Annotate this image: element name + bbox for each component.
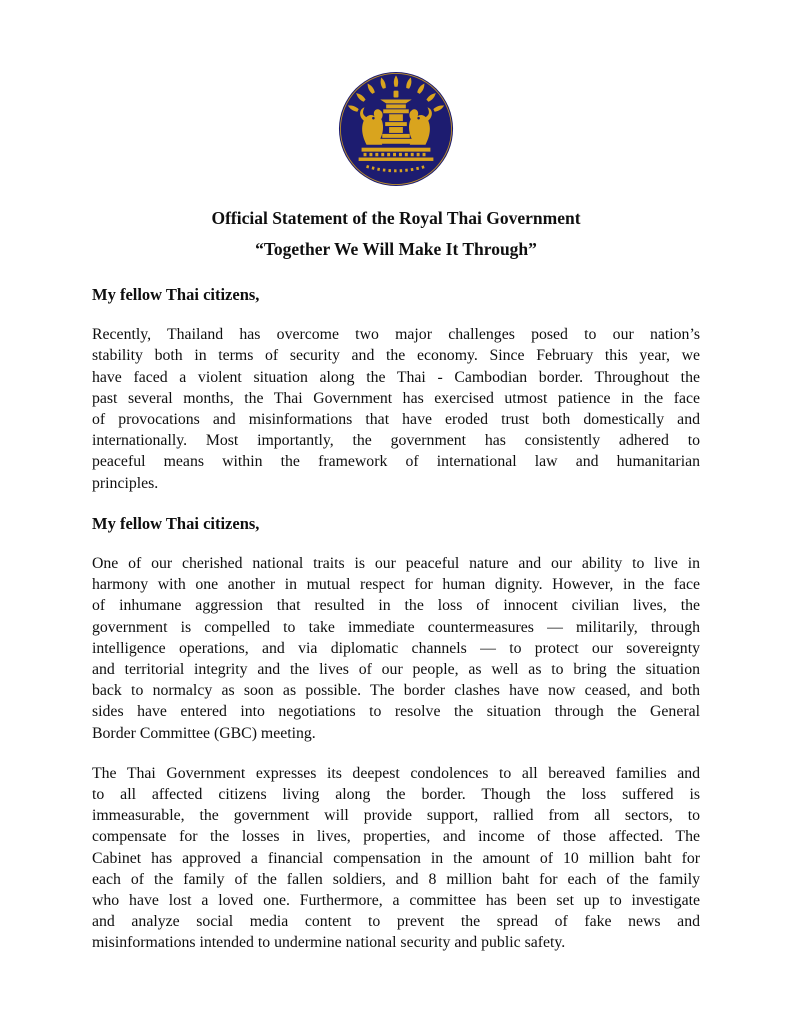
text-line: Recently, Thailand has overcome two major challenges posed to our nation’s — [92, 326, 700, 344]
text-line: The Thai Government expresses its deepest condolences to all bereaved families and — [92, 764, 700, 782]
text-line: principles. — [92, 474, 159, 492]
text-line: compensate for the losses in lives, properties, and income of those affected. The — [92, 828, 700, 846]
salutation-heading-1: My fellow Thai citizens, — [92, 285, 260, 304]
text-line: immeasurable, the government will provide support, rallied from all sectors, to — [92, 807, 700, 825]
text-line: of inhumane aggression that resulted in the loss of innocent civilian lives, the — [92, 597, 700, 615]
paragraph-1 — [92, 324, 700, 494]
title-block — [92, 203, 700, 265]
text-line: and analyze social media content to prevent the spread of fake news and — [92, 913, 700, 931]
salutation-heading-2: My fellow Thai citizens, — [92, 513, 260, 533]
text-line: misinformations intended to undermine national security and public safety. — [92, 934, 566, 952]
text-line: who have lost a loved one. Furthermore, a committee has been set up to investigate — [92, 892, 700, 910]
text-line: back to normalcy as soon as possible. The border clashes have now ceased, and both — [92, 682, 700, 700]
royal-thai-government-seal-icon — [337, 70, 455, 188]
paragraph-2 — [92, 553, 700, 744]
text-line: sides have entered into negotiations to resolve the situation through the General — [92, 703, 700, 721]
text-line: each of the family of the fallen soldiers, and 8 million baht for each of the family — [92, 870, 700, 888]
text-line: have faced a violent situation along the Thai - Cambodian border. Throughout the — [92, 368, 700, 386]
paragraph-3 — [92, 763, 700, 954]
text-line: to all affected citizens living along the border. Though the loss suffered is — [92, 786, 700, 804]
document-subtitle: “Together We Will Make It Through” — [255, 239, 537, 259]
text-line: harmony with one another in mutual respect for human dignity. However, in the face — [92, 576, 700, 594]
text-line: peaceful means within the framework of international law and humanitarian — [92, 453, 700, 471]
text-line: internationally. Most importantly, the government has consistently adhered to — [92, 432, 700, 450]
text-line: Cabinet has approved a financial compensation in the amount of 10 million baht for — [92, 849, 700, 867]
text-line: One of our cherished national traits is our peaceful nature and our ability to live in — [92, 555, 700, 573]
text-line: stability both in terms of security and the economy. Since February this year, we — [92, 347, 700, 365]
text-line: Border Committee (GBC) meeting. — [92, 724, 316, 742]
text-line: of provocations and misinformations that have eroded trust both domestically and — [92, 411, 700, 429]
document-title: Official Statement of the Royal Thai Government — [211, 208, 581, 228]
text-line: and territorial integrity and the lives of our people, as well as to bring the situation — [92, 661, 700, 679]
text-line: government is compelled to take immediate countermeasures — militarily, through — [92, 618, 700, 636]
text-line: past several months, the Thai Government has exercised utmost patience in the face — [92, 389, 700, 407]
text-line: intelligence operations, and via diplomatic channels — to protect our sovereignty — [92, 639, 700, 657]
